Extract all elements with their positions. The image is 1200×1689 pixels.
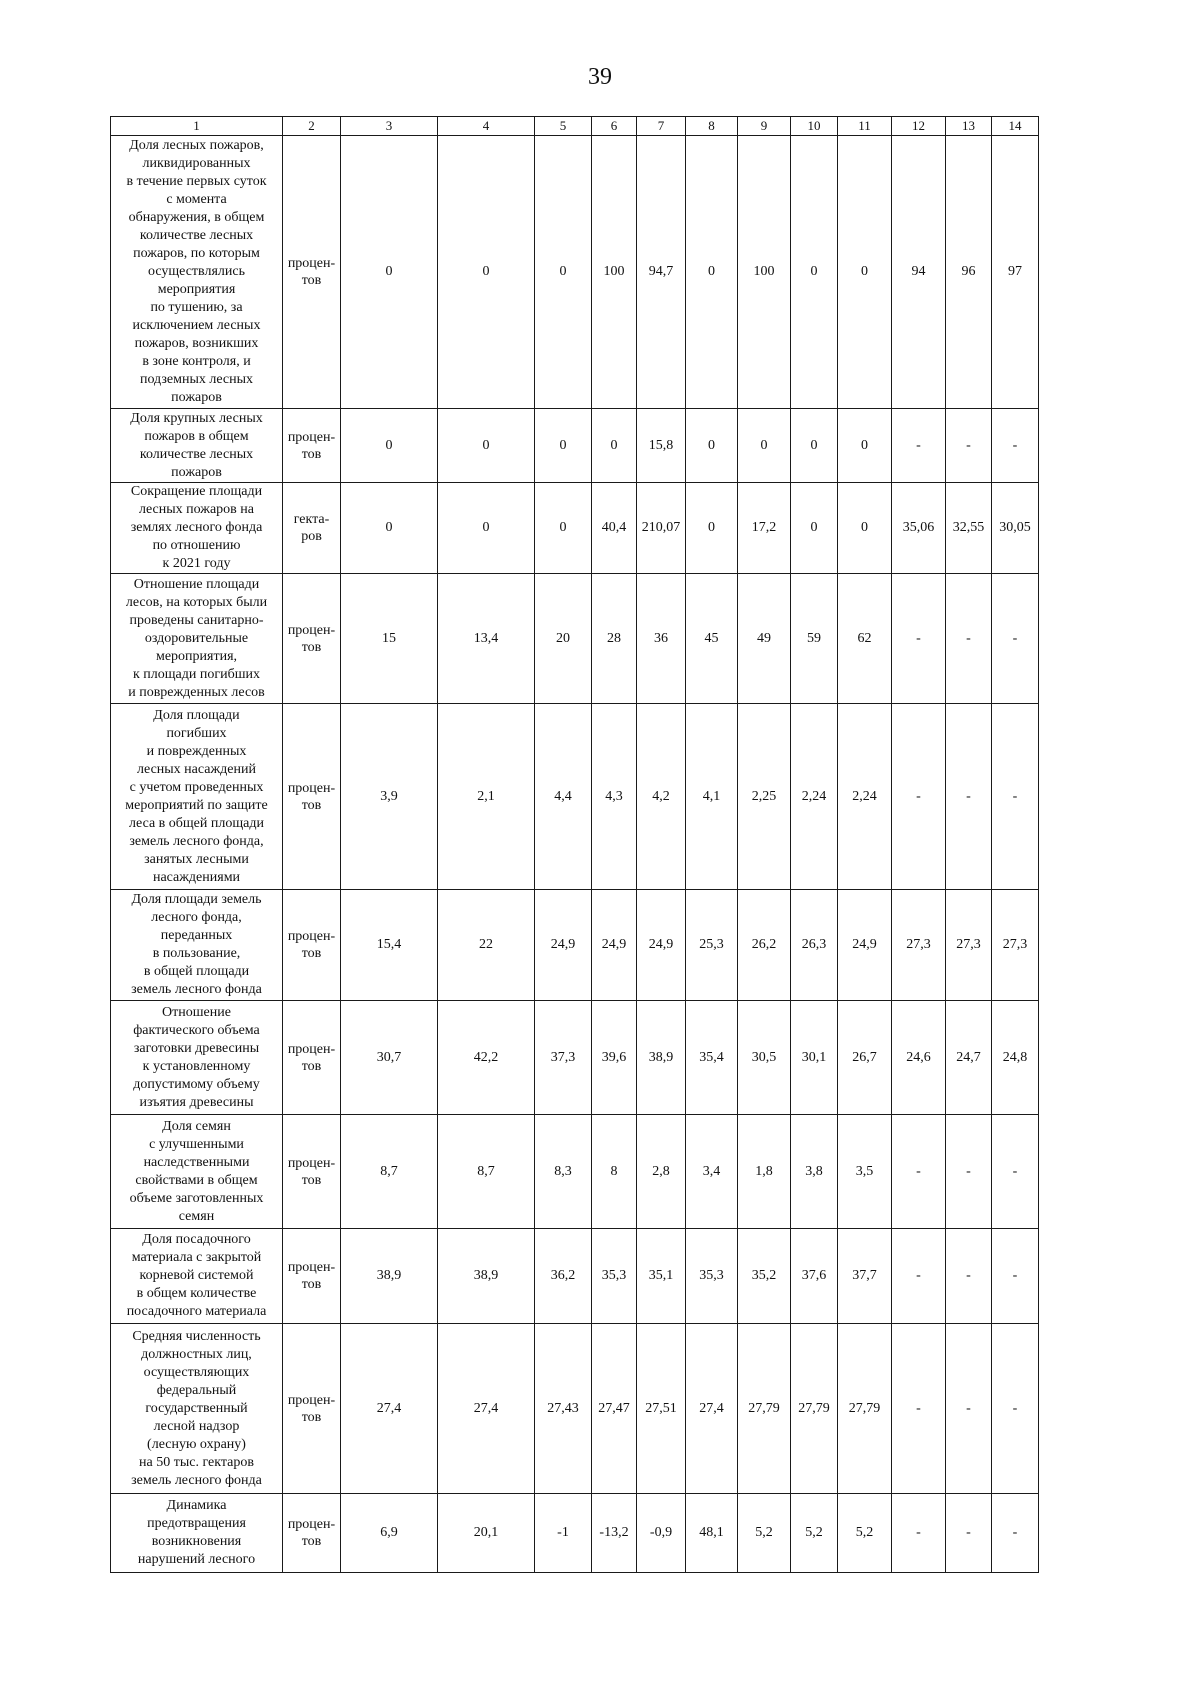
value-cell: 27,79	[838, 1324, 892, 1494]
column-number: 6	[592, 117, 637, 136]
table-row	[111, 1494, 1039, 1573]
value-cell: -	[946, 1494, 992, 1573]
value-cell: 48,1	[686, 1494, 738, 1573]
value-cell: 0	[838, 483, 892, 574]
column-number: 3	[341, 117, 438, 136]
column-number: 14	[992, 117, 1039, 136]
table-row	[111, 1324, 1039, 1494]
value-cell: 27,3	[892, 890, 946, 1001]
value-cell: 27,4	[341, 1324, 438, 1494]
value-cell: 24,8	[992, 1001, 1039, 1115]
value-cell: 0	[535, 409, 592, 483]
value-cell: 38,9	[637, 1001, 686, 1115]
table-row	[111, 409, 1039, 483]
value-cell: 0	[686, 409, 738, 483]
value-cell: -	[892, 1494, 946, 1573]
value-cell: 15,8	[637, 409, 686, 483]
value-cell: 0	[738, 409, 791, 483]
value-cell: 27,51	[637, 1324, 686, 1494]
unit-cell: процен- тов	[283, 1115, 341, 1229]
value-cell: -	[946, 1324, 992, 1494]
value-cell: -	[946, 1229, 992, 1324]
unit-cell: процен- тов	[283, 704, 341, 890]
value-cell: -	[992, 409, 1039, 483]
indicator-cell: Доля посадочного материала с закрытой корневой системой в общем количестве посадочного материала	[111, 1229, 283, 1324]
value-cell: 8,7	[438, 1115, 535, 1229]
indicator-cell: Сокращение площади лесных пожаров на землях лесного фонда по отношению к 2021 году	[111, 483, 283, 574]
value-cell: 5,2	[791, 1494, 838, 1573]
table-row	[111, 1115, 1039, 1229]
table-row	[111, 574, 1039, 704]
value-cell: 100	[738, 136, 791, 409]
unit-cell: процен- тов	[283, 409, 341, 483]
value-cell: 2,24	[791, 704, 838, 890]
value-cell: 17,2	[738, 483, 791, 574]
value-cell: 28	[592, 574, 637, 704]
indicators-table	[110, 116, 1039, 1573]
value-cell: 30,7	[341, 1001, 438, 1115]
value-cell: 37,6	[791, 1229, 838, 1324]
value-cell: 38,9	[438, 1229, 535, 1324]
table-row	[111, 136, 1039, 409]
value-cell: 42,2	[438, 1001, 535, 1115]
value-cell: -	[892, 574, 946, 704]
column-number: 13	[946, 117, 992, 136]
indicator-cell: Отношение фактического объема заготовки древесины к установленному допустимому объему изъятия древесины	[111, 1001, 283, 1115]
value-cell: 0	[791, 483, 838, 574]
value-cell: 24,9	[592, 890, 637, 1001]
value-cell: 40,4	[592, 483, 637, 574]
value-cell: 1,8	[738, 1115, 791, 1229]
value-cell: 94,7	[637, 136, 686, 409]
value-cell: 37,3	[535, 1001, 592, 1115]
value-cell: 3,4	[686, 1115, 738, 1229]
value-cell: 0	[535, 136, 592, 409]
value-cell: 0	[341, 136, 438, 409]
value-cell: 0	[438, 483, 535, 574]
value-cell: 2,8	[637, 1115, 686, 1229]
value-cell: 49	[738, 574, 791, 704]
column-number: 7	[637, 117, 686, 136]
value-cell: -	[992, 1494, 1039, 1573]
unit-cell: процен- тов	[283, 1001, 341, 1115]
value-cell: 4,3	[592, 704, 637, 890]
value-cell: 26,7	[838, 1001, 892, 1115]
value-cell: 36	[637, 574, 686, 704]
indicator-cell: Доля площади погибших и поврежденных лесных насаждений с учетом проведенных мероприятий по защите леса в общей площади земель лесного фонда, занятых лесными насаждениями	[111, 704, 283, 890]
value-cell: 25,3	[686, 890, 738, 1001]
value-cell: 24,9	[838, 890, 892, 1001]
value-cell: 35,4	[686, 1001, 738, 1115]
value-cell: 59	[791, 574, 838, 704]
value-cell: -	[892, 1324, 946, 1494]
value-cell: 39,6	[592, 1001, 637, 1115]
value-cell: 24,7	[946, 1001, 992, 1115]
value-cell: 27,79	[791, 1324, 838, 1494]
value-cell: 35,3	[592, 1229, 637, 1324]
table-row	[111, 890, 1039, 1001]
value-cell: 8	[592, 1115, 637, 1229]
value-cell: 0	[438, 409, 535, 483]
value-cell: 100	[592, 136, 637, 409]
value-cell: 0	[341, 409, 438, 483]
column-number: 4	[438, 117, 535, 136]
value-cell: 35,3	[686, 1229, 738, 1324]
value-cell: 26,2	[738, 890, 791, 1001]
value-cell: 30,05	[992, 483, 1039, 574]
value-cell: 37,7	[838, 1229, 892, 1324]
value-cell: 27,43	[535, 1324, 592, 1494]
indicator-cell: Динамика предотвращения возникновения нарушений лесного	[111, 1494, 283, 1573]
table-body	[111, 136, 1039, 1573]
value-cell: 32,55	[946, 483, 992, 574]
indicator-cell: Доля крупных лесных пожаров в общем количестве лесных пожаров	[111, 409, 283, 483]
value-cell: 24,6	[892, 1001, 946, 1115]
value-cell: 4,4	[535, 704, 592, 890]
value-cell: 62	[838, 574, 892, 704]
value-cell: 38,9	[341, 1229, 438, 1324]
value-cell: 45	[686, 574, 738, 704]
value-cell: 6,9	[341, 1494, 438, 1573]
indicator-cell: Отношение площади лесов, на которых были проведены санитарно- оздоровительные мероприятия, к площади погибших и поврежденных лесов	[111, 574, 283, 704]
unit-cell: процен- тов	[283, 1494, 341, 1573]
indicator-cell: Доля лесных пожаров, ликвидированных в течение первых суток с момента обнаружения, в общем количестве лесных пожаров, по которым осуществлялись мероприятия по тушению, за исключением лесных пожаров, возникших в зоне контроля, и подземных лесных пожаров	[111, 136, 283, 409]
indicator-cell: Средняя численность должностных лиц, осуществляющих федеральный государственный лесной надзор (лесную охрану) на 50 тыс. гектаров земель лесного фонда	[111, 1324, 283, 1494]
value-cell: 15,4	[341, 890, 438, 1001]
column-number: 9	[738, 117, 791, 136]
value-cell: -	[992, 704, 1039, 890]
page-number: 39	[588, 64, 612, 90]
value-cell: 27,4	[686, 1324, 738, 1494]
value-cell: 30,5	[738, 1001, 791, 1115]
table-row	[111, 704, 1039, 890]
column-number: 8	[686, 117, 738, 136]
value-cell: 5,2	[738, 1494, 791, 1573]
unit-cell: процен- тов	[283, 1229, 341, 1324]
value-cell: 0	[535, 483, 592, 574]
value-cell: -	[992, 1229, 1039, 1324]
value-cell: -	[892, 704, 946, 890]
value-cell: 35,06	[892, 483, 946, 574]
table-row	[111, 483, 1039, 574]
value-cell: 27,3	[946, 890, 992, 1001]
value-cell: 27,79	[738, 1324, 791, 1494]
indicator-cell: Доля семян с улучшенными наследственными свойствами в общем объеме заготовленных семян	[111, 1115, 283, 1229]
column-number: 10	[791, 117, 838, 136]
value-cell: 36,2	[535, 1229, 592, 1324]
value-cell: -	[946, 409, 992, 483]
value-cell: 2,24	[838, 704, 892, 890]
value-cell: 0	[438, 136, 535, 409]
value-cell: -	[992, 574, 1039, 704]
column-number: 5	[535, 117, 592, 136]
value-cell: 0	[341, 483, 438, 574]
value-cell: 8,3	[535, 1115, 592, 1229]
column-number: 1	[111, 117, 283, 136]
indicator-cell: Доля площади земель лесного фонда, переданных в пользование, в общей площади земель лесного фонда	[111, 890, 283, 1001]
value-cell: 2,25	[738, 704, 791, 890]
value-cell: 0	[791, 136, 838, 409]
value-cell: 210,07	[637, 483, 686, 574]
column-number: 2	[283, 117, 341, 136]
table-row	[111, 1001, 1039, 1115]
value-cell: 24,9	[637, 890, 686, 1001]
value-cell: -	[992, 1115, 1039, 1229]
value-cell: 3,9	[341, 704, 438, 890]
value-cell: 35,2	[738, 1229, 791, 1324]
value-cell: 20,1	[438, 1494, 535, 1573]
value-cell: 0	[791, 409, 838, 483]
value-cell: 3,8	[791, 1115, 838, 1229]
value-cell: -	[946, 1115, 992, 1229]
unit-cell: процен- тов	[283, 574, 341, 704]
value-cell: 3,5	[838, 1115, 892, 1229]
value-cell: -1	[535, 1494, 592, 1573]
value-cell: 27,4	[438, 1324, 535, 1494]
unit-cell: гекта- ров	[283, 483, 341, 574]
value-cell: 35,1	[637, 1229, 686, 1324]
value-cell: 2,1	[438, 704, 535, 890]
value-cell: 22	[438, 890, 535, 1001]
value-cell: 0	[686, 136, 738, 409]
column-number: 11	[838, 117, 892, 136]
value-cell: -	[992, 1324, 1039, 1494]
value-cell: 96	[946, 136, 992, 409]
value-cell: 97	[992, 136, 1039, 409]
value-cell: -	[892, 1115, 946, 1229]
unit-cell: процен- тов	[283, 890, 341, 1001]
value-cell: 0	[838, 409, 892, 483]
value-cell: 94	[892, 136, 946, 409]
table-row	[111, 1229, 1039, 1324]
value-cell: 0	[686, 483, 738, 574]
column-number-row	[111, 117, 1039, 136]
value-cell: -	[892, 409, 946, 483]
value-cell: 4,2	[637, 704, 686, 890]
value-cell: -	[892, 1229, 946, 1324]
value-cell: 27,3	[992, 890, 1039, 1001]
value-cell: 26,3	[791, 890, 838, 1001]
value-cell: 8,7	[341, 1115, 438, 1229]
value-cell: -0,9	[637, 1494, 686, 1573]
value-cell: 0	[838, 136, 892, 409]
unit-cell: процен- тов	[283, 1324, 341, 1494]
value-cell: -	[946, 574, 992, 704]
value-cell: 27,47	[592, 1324, 637, 1494]
value-cell: 20	[535, 574, 592, 704]
value-cell: 5,2	[838, 1494, 892, 1573]
value-cell: 24,9	[535, 890, 592, 1001]
value-cell: 15	[341, 574, 438, 704]
unit-cell: процен- тов	[283, 136, 341, 409]
value-cell: -	[946, 704, 992, 890]
value-cell: 30,1	[791, 1001, 838, 1115]
column-number: 12	[892, 117, 946, 136]
value-cell: 0	[592, 409, 637, 483]
value-cell: 13,4	[438, 574, 535, 704]
value-cell: -13,2	[592, 1494, 637, 1573]
value-cell: 4,1	[686, 704, 738, 890]
